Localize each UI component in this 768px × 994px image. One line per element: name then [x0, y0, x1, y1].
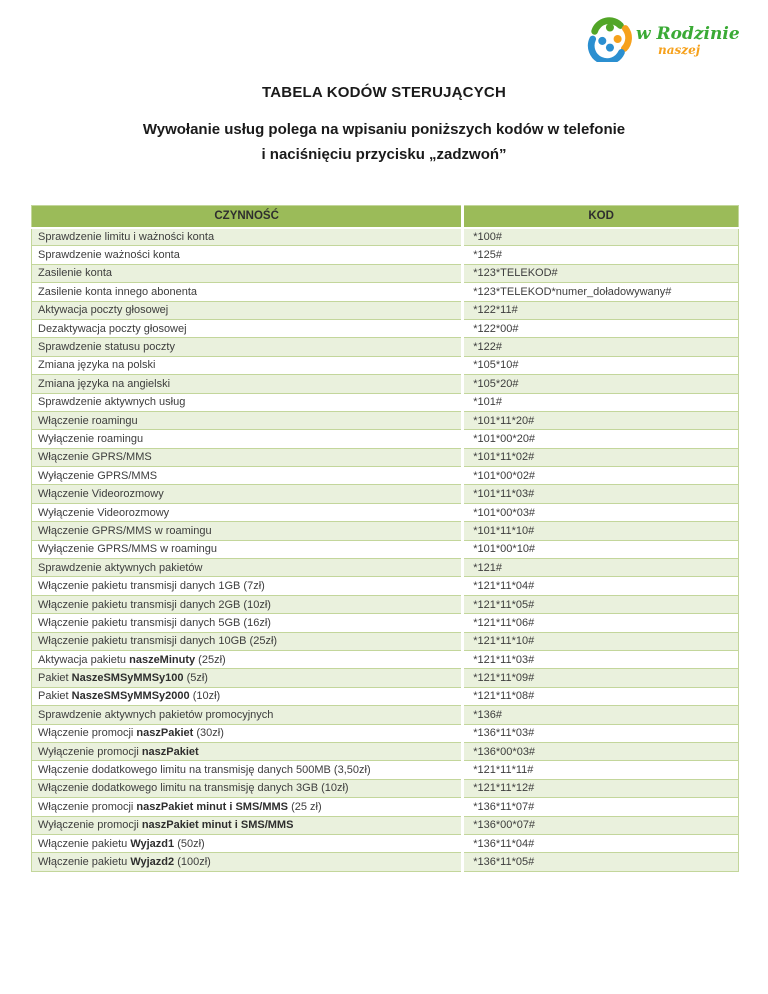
table-row [32, 779, 739, 797]
table-row [32, 356, 739, 374]
table-row [32, 540, 739, 558]
table-row [32, 485, 739, 503]
code-cell: *123*TELEKOD*numer_doładowywany# [463, 283, 739, 301]
activity-cell: Włączenie pakietu Wyjazd2 (100zł) [32, 853, 463, 871]
activity-cell: Sprawdzenie aktywnych pakietów [32, 559, 463, 577]
table-row [32, 301, 739, 319]
activity-cell: Zasilenie konta [32, 264, 463, 282]
activity-cell: Aktywacja pakietu naszeMinuty (25zł) [32, 650, 463, 668]
activity-cell: Sprawdzenie aktywnych usług [32, 393, 463, 411]
table-row [32, 853, 739, 871]
activity-cell: Zasilenie konta innego abonenta [32, 283, 463, 301]
code-cell: *121*11*10# [463, 632, 739, 650]
table-row [32, 375, 739, 393]
code-cell: *136*00*07# [463, 816, 739, 834]
table-row [32, 319, 739, 337]
table-row [32, 264, 739, 282]
activity-cell: Włączenie dodatkowego limitu na transmisję danych 3GB (10zł) [32, 779, 463, 797]
activity-cell: Włączenie roamingu [32, 411, 463, 429]
table-row [32, 706, 739, 724]
activity-cell: Sprawdzenie aktywnych pakietów promocyjnych [32, 706, 463, 724]
code-cell: *121*11*12# [463, 779, 739, 797]
table-row [32, 798, 739, 816]
code-cell: *105*10# [463, 356, 739, 374]
activity-cell: Pakiet NaszeSMSyMMSy100 (5zł) [32, 669, 463, 687]
table-row [32, 559, 739, 577]
table-row [32, 724, 739, 742]
code-cell: *101*11*02# [463, 448, 739, 466]
activity-cell: Sprawdzenie statusu poczty [32, 338, 463, 356]
table-row [32, 246, 739, 264]
activity-cell: Włączenie pakietu transmisji danych 10GB (25zł) [32, 632, 463, 650]
table-row [32, 338, 739, 356]
activity-cell: Włączenie pakietu transmisji danych 1GB (7zł) [32, 577, 463, 595]
code-cell: *122# [463, 338, 739, 356]
code-cell: *125# [463, 246, 739, 264]
activity-cell: Wyłączenie Videorozmowy [32, 503, 463, 521]
table-row [32, 614, 739, 632]
table-row [32, 577, 739, 595]
activity-cell: Pakiet NaszeSMSyMMSy2000 (10zł) [32, 687, 463, 705]
activity-cell: Zmiana języka na polski [32, 356, 463, 374]
activity-cell: Zmiana języka na angielski [32, 375, 463, 393]
code-cell: *121*11*08# [463, 687, 739, 705]
activity-cell: Sprawdzenie ważności konta [32, 246, 463, 264]
code-cell: *105*20# [463, 375, 739, 393]
table-row [32, 816, 739, 834]
activity-cell: Aktywacja poczty głosowej [32, 301, 463, 319]
code-cell: *136# [463, 706, 739, 724]
activity-cell: Włączenie dodatkowego limitu na transmisję danych 500MB (3,50zł) [32, 761, 463, 779]
activity-cell: Włączenie promocji naszPakiet (30zł) [32, 724, 463, 742]
brand-name-primary: w Rodzinie [636, 24, 740, 44]
code-cell: *122*11# [463, 301, 739, 319]
brand-logo [586, 16, 740, 62]
activity-cell: Wyłączenie promocji naszPakiet minut i SMS/MMS [32, 816, 463, 834]
table-row [32, 283, 739, 301]
table-row [32, 503, 739, 521]
activity-cell: Włączenie pakietu transmisji danych 5GB (16zł) [32, 614, 463, 632]
brand-name-secondary: naszej [658, 43, 701, 57]
activity-cell: Włączenie GPRS/MMS w roamingu [32, 522, 463, 540]
activity-cell: Włączenie pakietu Wyjazd1 (50zł) [32, 834, 463, 852]
code-cell: *123*TELEKOD# [463, 264, 739, 282]
page-title: TABELA KODÓW STERUJĄCYCH [262, 84, 506, 101]
code-cell: *136*11*03# [463, 724, 739, 742]
activity-cell: Wyłączenie GPRS/MMS w roamingu [32, 540, 463, 558]
activity-cell: Włączenie pakietu transmisji danych 2GB (10zł) [32, 595, 463, 613]
code-cell: *101# [463, 393, 739, 411]
page-subtitle [0, 117, 768, 167]
page-subtitle-line2: i naciśnięciu przycisku „zadzwoń” [261, 146, 507, 163]
table-row [32, 632, 739, 650]
brand-logo-text [636, 16, 740, 62]
table-row [32, 430, 739, 448]
column-header-code: KOD [463, 206, 739, 228]
activity-cell: Włączenie GPRS/MMS [32, 448, 463, 466]
code-cell: *121*11*06# [463, 614, 739, 632]
code-cell: *101*11*03# [463, 485, 739, 503]
code-cell: *101*00*10# [463, 540, 739, 558]
code-cell: *121*11*09# [463, 669, 739, 687]
code-cell: *136*11*05# [463, 853, 739, 871]
code-cell: *136*11*04# [463, 834, 739, 852]
table-row [32, 448, 739, 466]
family-circle-logo-icon [586, 16, 632, 62]
page-subtitle-line1: Wywołanie usług polega na wpisaniu poniższych kodów w telefonie [142, 121, 626, 138]
column-header-activity: CZYNNOŚĆ [32, 206, 463, 228]
table-row [32, 742, 739, 760]
activity-cell: Wyłączenie promocji naszPakiet [32, 742, 463, 760]
activity-cell: Wyłączenie GPRS/MMS [32, 467, 463, 485]
control-codes-table [31, 205, 739, 872]
table-row [32, 687, 739, 705]
table-body [32, 228, 739, 872]
code-cell: *101*00*02# [463, 467, 739, 485]
code-cell: *136*11*07# [463, 798, 739, 816]
activity-cell: Włączenie promocji naszPakiet minut i SMS/MMS (25 zł) [32, 798, 463, 816]
code-cell: *121*11*03# [463, 650, 739, 668]
code-cell: *121*11*05# [463, 595, 739, 613]
code-cell: *122*00# [463, 319, 739, 337]
code-cell: *100# [463, 228, 739, 246]
table-row [32, 834, 739, 852]
code-cell: *101*11*10# [463, 522, 739, 540]
table-row [32, 650, 739, 668]
activity-cell: Sprawdzenie limitu i ważności konta [32, 228, 463, 246]
table-row [32, 393, 739, 411]
activity-cell: Dezaktywacja poczty głosowej [32, 319, 463, 337]
table-row [32, 522, 739, 540]
code-cell: *121# [463, 559, 739, 577]
code-cell: *136*00*03# [463, 742, 739, 760]
table-row [32, 411, 739, 429]
activity-cell: Włączenie Videorozmowy [32, 485, 463, 503]
code-cell: *101*11*20# [463, 411, 739, 429]
code-cell: *101*00*20# [463, 430, 739, 448]
table-row [32, 467, 739, 485]
table-header-row [32, 206, 739, 228]
table-row [32, 761, 739, 779]
code-cell: *121*11*04# [463, 577, 739, 595]
activity-cell: Wyłączenie roamingu [32, 430, 463, 448]
table-row [32, 228, 739, 246]
table-row [32, 595, 739, 613]
table-row [32, 669, 739, 687]
code-cell: *121*11*11# [463, 761, 739, 779]
code-cell: *101*00*03# [463, 503, 739, 521]
